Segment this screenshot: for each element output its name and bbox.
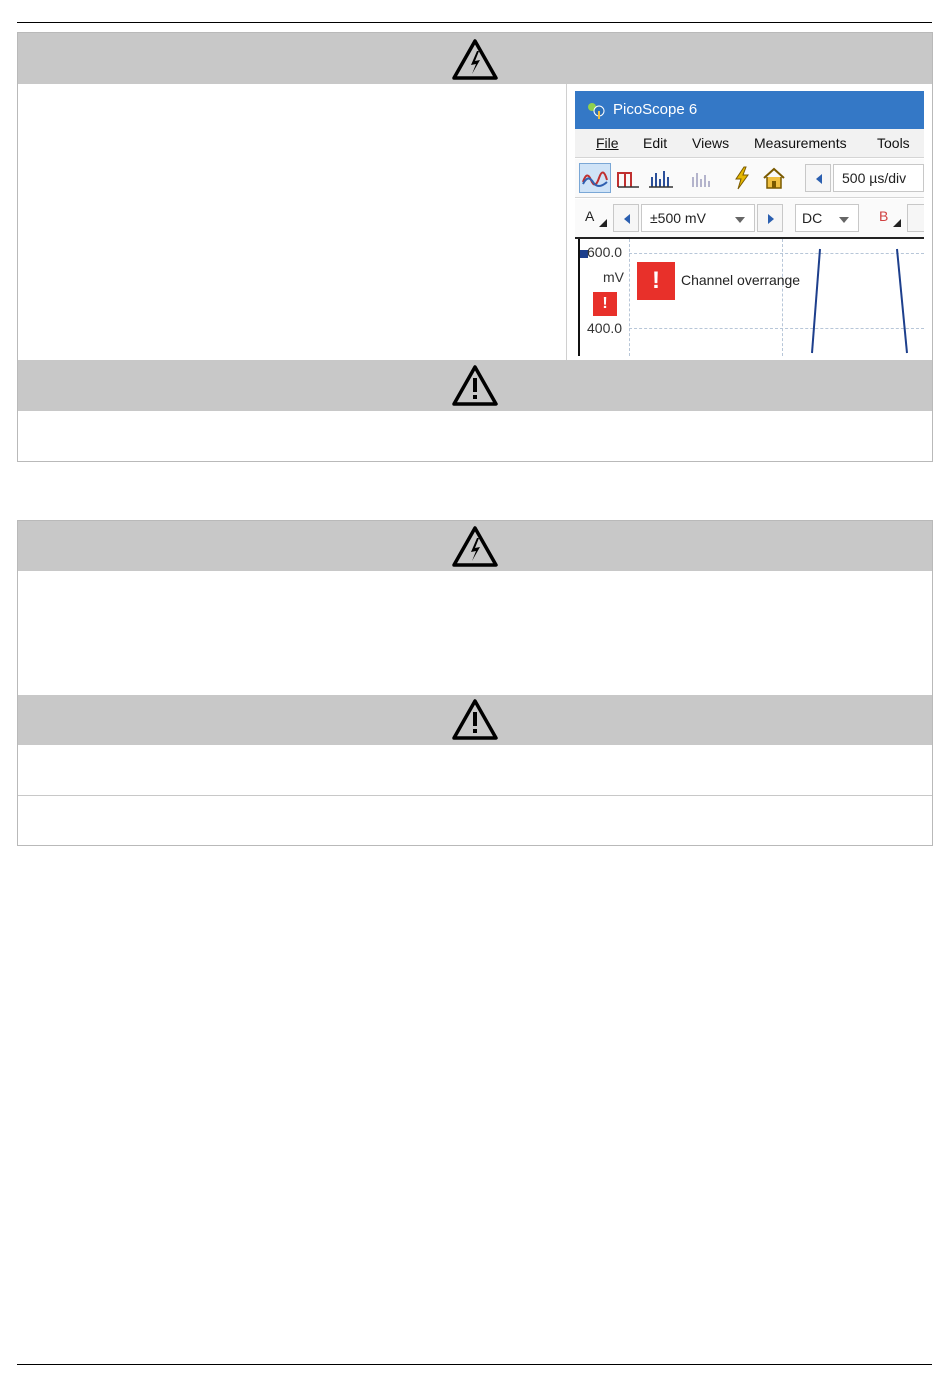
general-warning-icon (451, 698, 499, 742)
chevron-down-icon (838, 216, 850, 224)
scope-waveform-icon (581, 166, 609, 190)
channel-a-label[interactable]: A (585, 208, 595, 224)
row-divider (18, 795, 932, 796)
corner-dropdown-icon (893, 219, 901, 227)
axis-top-label: 600.0 (587, 244, 623, 260)
channel-b-more-button[interactable] (907, 204, 924, 232)
trigger-lightning-icon[interactable] (729, 165, 755, 191)
channel-b-label[interactable]: B (879, 208, 889, 224)
trace-rising-edge (812, 249, 820, 353)
overrange-badge-mark: ! (652, 267, 660, 294)
spectrum-disabled-icon[interactable] (687, 165, 715, 191)
range-increase-button[interactable] (757, 204, 783, 232)
timebase-decrease-button[interactable] (805, 164, 831, 192)
scope-graph (575, 239, 924, 356)
trace-falling-edge (897, 249, 907, 353)
trace-waveform (575, 239, 924, 356)
menu-views[interactable]: Views (692, 135, 730, 151)
timebase-select[interactable] (833, 164, 924, 192)
axis-bottom-label: 400.0 (587, 320, 623, 336)
top-rule (17, 22, 932, 23)
warning-band-electric (18, 33, 932, 84)
home-icon[interactable] (761, 165, 787, 191)
content-divider (566, 84, 567, 360)
arrow-left-icon (814, 173, 824, 185)
range-value: ±500 mV (650, 210, 706, 226)
picoscope-screenshot (575, 91, 924, 356)
app-titlebar (575, 91, 924, 129)
axis-overrange-mark: ! (602, 295, 608, 312)
bottom-rule (17, 1364, 932, 1365)
spectrum-mode-icon[interactable] (647, 165, 675, 191)
axis-unit-label: mV (603, 269, 624, 285)
warning-box-1 (17, 32, 933, 462)
coupling-value: DC (802, 210, 823, 226)
chevron-down-icon (734, 216, 746, 224)
persistence-mode-icon[interactable] (615, 165, 643, 191)
menu-edit[interactable]: Edit (643, 135, 668, 151)
warning-band-general (18, 360, 932, 411)
warning-band-electric (18, 521, 932, 571)
range-decrease-button[interactable] (613, 204, 639, 232)
arrow-left-icon (622, 213, 632, 225)
timebase-value: 500 µs/div (842, 170, 907, 186)
range-select[interactable] (641, 204, 755, 232)
menu-tools[interactable]: Tools (877, 135, 910, 151)
general-warning-icon (451, 364, 499, 408)
coupling-select[interactable] (795, 204, 859, 232)
picoscope-app-icon (585, 99, 607, 121)
corner-dropdown-icon (599, 219, 607, 227)
menu-bar (575, 129, 924, 158)
toolbar-channels (575, 199, 924, 239)
electric-shock-warning-icon (451, 38, 499, 82)
arrow-right-icon (766, 213, 776, 225)
scope-mode-button[interactable] (579, 163, 611, 193)
menu-measurements[interactable]: Measurements (754, 135, 847, 151)
app-title: PicoScope 6 (613, 101, 698, 118)
warning-box-2 (17, 520, 933, 846)
toolbar-main (575, 159, 924, 198)
warning-band-general (18, 695, 932, 745)
electric-shock-warning-icon (451, 525, 499, 569)
overrange-text: Channel overrange (681, 272, 801, 288)
menu-file[interactable]: File (596, 135, 619, 151)
